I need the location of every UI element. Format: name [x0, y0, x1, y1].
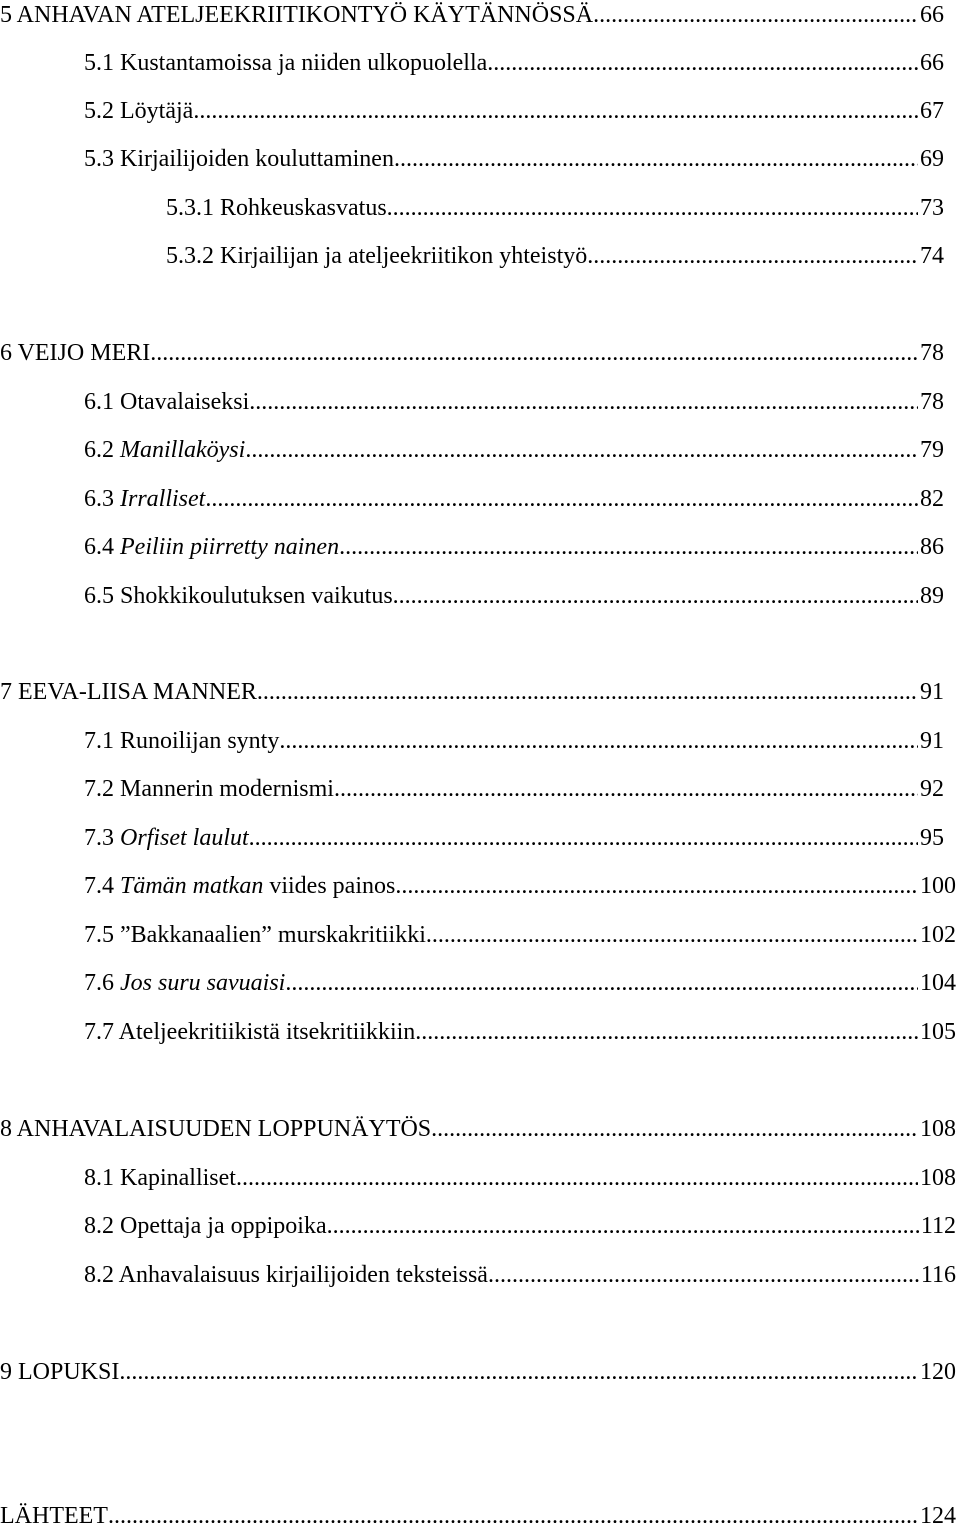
toc-entry-title: 8.2 Anhavalaisuus kirjailijoiden teksteissä: [84, 1262, 488, 1288]
toc-entry-5-3-2: [0, 242, 960, 270]
toc-entry-italic-title: Manillaköysi: [120, 437, 246, 463]
toc-entry-italic-title: Tämän matkan: [120, 873, 264, 899]
toc-entry-page: 92: [920, 776, 944, 802]
toc-entry-7-3: [0, 824, 960, 852]
toc-entry-page: 116: [920, 1262, 956, 1288]
toc-entry-title: 8.1 Kapinalliset: [84, 1165, 236, 1191]
toc-entry-8-2-b: [0, 1261, 960, 1289]
dot-leader: [488, 1261, 919, 1289]
toc-entry-title: 7.5 ”Bakkanaalien” murskakritiikki: [84, 922, 426, 948]
dot-leader: [119, 1358, 918, 1386]
toc-entry-6-1: [0, 388, 960, 416]
toc-entry-title: [84, 872, 395, 900]
toc-entry-number: 6.2: [84, 437, 120, 463]
toc-entry-page: 79: [920, 437, 944, 463]
toc-entry-title: [84, 969, 285, 997]
toc-entry-page: 102: [920, 922, 956, 948]
toc-entry-title: 6.1 Otavalaiseksi: [84, 389, 250, 415]
dot-leader: [150, 339, 918, 367]
dot-leader: [279, 727, 918, 755]
toc-entry-page: 73: [920, 195, 944, 221]
toc-entry-page: 105: [920, 1019, 956, 1045]
toc-entry-6-2: [0, 436, 960, 464]
toc-entry-9: [0, 1358, 960, 1386]
toc-entry-title: 5.3.1 Rohkeuskasvatus: [166, 195, 387, 221]
toc-entry-page: 78: [920, 389, 944, 415]
dot-leader: [394, 145, 918, 173]
toc-entry-page: 74: [920, 243, 944, 269]
toc-entry-page: 69: [920, 146, 944, 172]
toc-entry-page: 67: [920, 98, 944, 124]
dot-leader: [339, 533, 918, 561]
toc-entry-number: 7.6: [84, 970, 120, 996]
dot-leader: [334, 775, 918, 803]
toc-entry-number: 6.3: [84, 486, 120, 512]
dot-leader: [236, 1164, 918, 1192]
toc-entry-8: [0, 1115, 960, 1143]
toc-entry-title: [84, 824, 249, 852]
dot-leader: [108, 1502, 918, 1530]
toc-entry-number: 7.4: [84, 873, 120, 899]
toc-entry-7-2: [0, 775, 960, 803]
toc-entry-7-4: [0, 872, 960, 900]
toc-entry-6-5: [0, 582, 960, 610]
toc-entry-page: 108: [920, 1165, 956, 1191]
toc-entry-page: 108: [920, 1116, 956, 1142]
toc-entry-title: [84, 533, 339, 561]
toc-entry-italic-title: Jos suru savuaisi: [120, 970, 286, 996]
toc-entry-page: 120: [920, 1359, 956, 1385]
toc-entry-7-7: [0, 1018, 960, 1046]
toc-entry-5-2: [0, 97, 960, 125]
toc-entry-title: LÄHTEET: [0, 1503, 108, 1529]
toc-entry-page: 89: [920, 583, 944, 609]
dot-leader: [395, 872, 918, 900]
toc-entry-page: 124: [920, 1503, 956, 1529]
toc-entry-8-2: [0, 1212, 960, 1240]
toc-entry-6-3: [0, 485, 960, 513]
toc-entry-page: 112: [920, 1213, 956, 1239]
dot-leader: [257, 678, 918, 706]
toc-entry-title: 8.2 Opettaja ja oppipoika: [84, 1213, 327, 1239]
toc-entry-7-1: [0, 727, 960, 755]
toc-entry-page: 78: [920, 340, 944, 366]
dot-leader: [415, 1018, 918, 1046]
dot-leader: [193, 97, 918, 125]
toc-entry-title: 6 VEIJO MERI: [0, 340, 151, 366]
toc-entry-title: 5.1 Kustantamoissa ja niiden ulkopuolella: [84, 50, 488, 76]
toc-entry-title: 6.5 Shokkikoulutuksen vaikutus: [84, 583, 393, 609]
toc-entry-5: [0, 1, 960, 29]
toc-entry-page: 82: [920, 486, 944, 512]
dot-leader: [285, 969, 918, 997]
toc-entry-title: [84, 485, 205, 513]
toc-entry-6-4: [0, 533, 960, 561]
toc-entry-5-3: [0, 145, 960, 173]
toc-entry-page: 91: [920, 728, 944, 754]
toc-entry-italic-title: Irralliset: [120, 486, 206, 512]
toc-entry-page: 66: [920, 50, 944, 76]
toc-entry-page: 86: [920, 534, 944, 560]
toc-entry-italic-title: Orfiset laulut: [120, 825, 249, 851]
toc-entry-number: 7.3: [84, 825, 120, 851]
toc-entry-page: 100: [920, 873, 956, 899]
toc-entry-lahteet: [0, 1502, 960, 1530]
toc-entry-title: [84, 436, 245, 464]
dot-leader: [587, 242, 918, 270]
dot-leader: [431, 1115, 918, 1143]
toc-entry-5-1: [0, 49, 960, 77]
dot-leader: [487, 49, 918, 77]
toc-entry-title: 5.2 Löytäjä: [84, 98, 194, 124]
dot-leader: [245, 436, 918, 464]
toc-entry-title: 7.7 Ateljeekritiikistä itsekritiikkiin: [84, 1019, 416, 1045]
dot-leader: [593, 1, 918, 29]
dot-leader: [205, 485, 918, 513]
toc-entry-number: 6.4: [84, 534, 120, 560]
toc-entry-page: 95: [920, 825, 944, 851]
toc-entry-title: 5.3.2 Kirjailijan ja ateljeekriitikon yhteistyö: [166, 243, 588, 269]
toc-entry-page: 66: [920, 2, 944, 28]
toc-entry-page: 104: [920, 970, 956, 996]
toc-entry-title: 5 ANHAVAN ATELJEEKRIITIKONTYÖ KÄYTÄNNÖSSÄ: [0, 2, 594, 28]
toc-entry-title: 7.1 Runoilijan synty: [84, 728, 280, 754]
toc-entry-7-6: [0, 969, 960, 997]
toc-entry-7: [0, 678, 960, 706]
toc-entry-title: 7 EEVA-LIISA MANNER: [0, 679, 257, 705]
toc-entry-5-3-1: [0, 194, 960, 222]
dot-leader: [426, 921, 918, 949]
toc-entry-page: 91: [920, 679, 944, 705]
toc-entry-title: 7.2 Mannerin modernismi: [84, 776, 334, 802]
toc-entry-7-5: [0, 921, 960, 949]
dot-leader: [387, 194, 918, 222]
toc-entry-title: 8 ANHAVALAISUUDEN LOPPUNÄYTÖS: [0, 1116, 432, 1142]
toc-entry-8-1: [0, 1164, 960, 1192]
dot-leader: [249, 388, 918, 416]
toc-entry-6: [0, 339, 960, 367]
dot-leader: [393, 582, 918, 610]
toc-entry-italic-title: Peiliin piirretty nainen: [120, 534, 340, 560]
toc-entry-title: 5.3 Kirjailijoiden kouluttaminen: [84, 146, 394, 172]
dot-leader: [327, 1212, 919, 1240]
dot-leader: [249, 824, 918, 852]
toc-entry-suffix: viides painos: [263, 873, 396, 899]
toc-entry-title: 9 LOPUKSI: [0, 1359, 120, 1385]
